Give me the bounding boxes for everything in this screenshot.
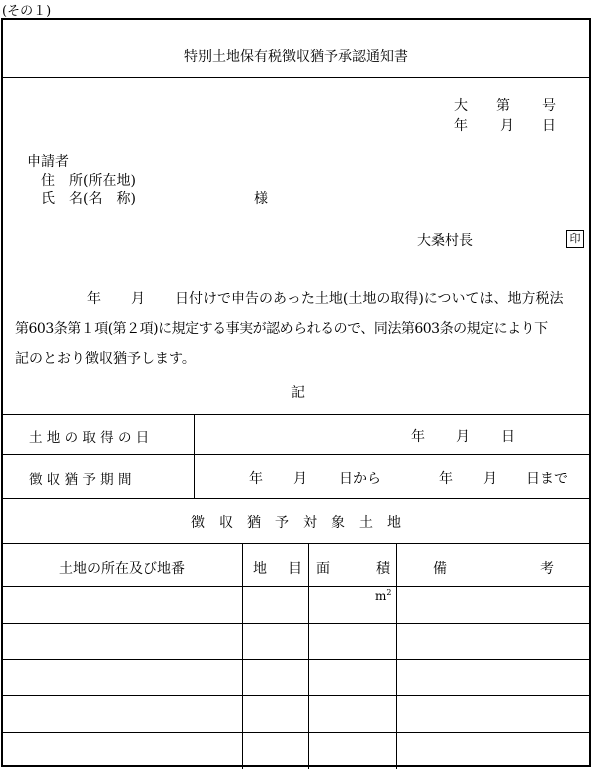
section-heading: 徴 収 猶 予 対 象 土 地 [191, 515, 401, 531]
applicant-heading: 申請者 [27, 154, 69, 170]
body-paragraph [15, 284, 581, 374]
acquisition-day: 日 [501, 429, 515, 445]
area-unit-sup: 2 [386, 588, 392, 597]
period-from-year: 年 [249, 471, 263, 487]
row-divider-3 [3, 498, 589, 499]
body-line3: 記のとおり徴収猶予します。 [15, 351, 196, 367]
acquisition-date-label: 土 地 の 取 得 の 日 [29, 430, 150, 446]
period-to-month: 月 [483, 471, 497, 487]
title-divider [3, 77, 589, 78]
body-line2: 第603条第１項(第２項)に規定する事実が認められるので、同法第603条の規定により下 [15, 321, 548, 337]
period-to-year: 年 [439, 471, 453, 487]
period-from-day: 日から [339, 471, 381, 487]
column-divider-remarks [396, 543, 397, 769]
column-divider-category [242, 543, 243, 769]
period-label: 徴 収 猶 予 期 間 [29, 472, 132, 488]
date-year: 年 [454, 118, 468, 134]
period-to-day: 日まで [526, 471, 568, 487]
acquisition-year: 年 [411, 429, 425, 445]
applicant-address-label: 住 所(所在地) [41, 173, 136, 189]
label-column-divider [194, 414, 195, 498]
number-go: 号 [542, 98, 556, 114]
area-unit [375, 588, 391, 603]
row-divider-4 [3, 543, 589, 544]
ki-label: 記 [291, 385, 305, 401]
period-from-month: 月 [293, 471, 307, 487]
column-divider-area [308, 543, 309, 769]
header-remarks-b: 考 [540, 561, 554, 577]
header-area-b: 積 [376, 561, 390, 577]
page-label: (その１) [2, 4, 52, 19]
number-dai: 大 [454, 98, 468, 114]
seal-icon: 印 [566, 230, 584, 248]
applicant-honorific: 様 [254, 191, 268, 207]
applicant-name-label: 氏 名(名 称) [41, 191, 136, 207]
issuer-name: 大桑村長 [417, 233, 473, 249]
row-divider-2 [3, 454, 589, 455]
form-title: 特別土地保有税徴収猶予承認通知書 [184, 49, 408, 65]
notice-form [1, 18, 591, 767]
header-category-b: 目 [288, 561, 302, 577]
table-row [3, 695, 589, 696]
header-area-a: 面 [316, 561, 330, 577]
body-line1-rest: 日付けで申告のあった土地(土地の取得)については、地方税法 [175, 291, 564, 307]
date-month: 月 [500, 118, 514, 134]
header-category-a: 地 [253, 561, 267, 577]
body-date-month: 月 [131, 291, 145, 307]
table-row [3, 623, 589, 624]
header-location: 土地の所在及び地番 [59, 561, 185, 577]
body-date-year: 年 [87, 291, 101, 307]
date-day: 日 [542, 118, 556, 134]
area-unit-m: m [375, 589, 387, 603]
acquisition-month: 月 [456, 429, 470, 445]
table-row [3, 659, 589, 660]
table-header-divider [3, 586, 589, 587]
header-remarks-a: 備 [433, 561, 447, 577]
table-row [3, 732, 589, 733]
row-divider-1 [3, 414, 589, 415]
number-dai-no: 第 [496, 98, 510, 114]
